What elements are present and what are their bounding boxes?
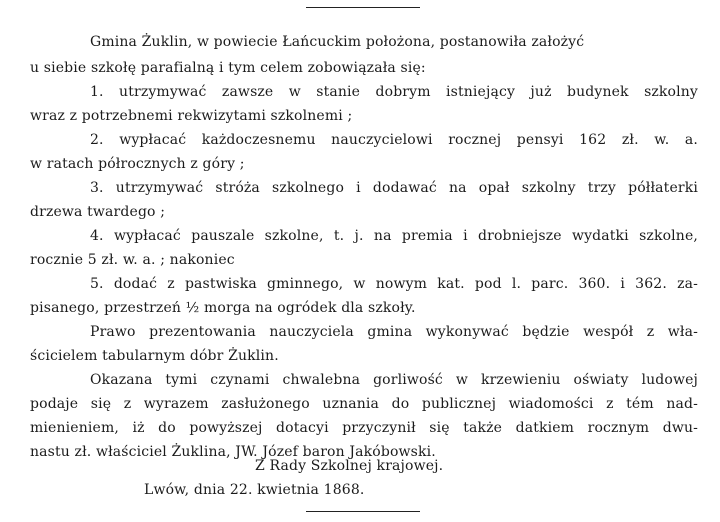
signature-place-date: Lwów, dnia 22. kwietnia 1868. — [144, 482, 365, 498]
paragraph-praise-line-1: Okazana tymi czynami chwalebna gorliwość w krzewieniu oświaty ludowej — [90, 372, 698, 388]
paragraph-intro-line-1: Gmina Żuklin, w powiecie Łańcuckim położona, postanowiła założyć — [90, 34, 585, 50]
paragraph-patronage-line-2: ścicielem tabularnym dóbr Żuklin. — [30, 348, 279, 364]
item-2-line-1: 2. wypłacać każdoczesnemu nauczycielowi rocznej pensyi 162 zł. w. a. — [90, 132, 698, 148]
signature-authority: Z Rady Szkolnej krajowej. — [255, 458, 444, 474]
paragraph-intro-line-2: u siebie szkołę parafialną i tym celem zobowiązała się: — [30, 60, 426, 76]
item-3-line-2: drzewa twardego ; — [30, 204, 166, 220]
bottom-divider-rule — [306, 511, 420, 512]
item-4-line-2: rocznie 5 zł. w. a. ; nakoniec — [30, 252, 235, 268]
paragraph-patronage-line-1: Prawo prezentowania nauczyciela gmina wykonywać będzie wespół z wła- — [90, 324, 698, 340]
paragraph-praise-line-4: nastu zł. właściciel Żuklina, JW. Józef baron Jakóbowski. — [30, 444, 436, 460]
item-1-line-1: 1. utrzymywać zawsze w stanie dobrym istniejący już budynek szkolny — [90, 84, 698, 100]
paragraph-praise-line-3: mienieniem, iż do powyższej dotacyi przyczynił się także datkiem rocznym dwu- — [30, 420, 698, 436]
item-4-line-1: 4. wypłacać pauszale szkolne, t. j. na premia i drobniejsze wydatki szkolne, — [90, 228, 698, 244]
item-1-line-2: wraz z potrzebnemi rekwizytami szkolnemi ; — [30, 108, 353, 124]
item-5-line-2: pisanego, przestrzeń ½ morga na ogródek dla szkoły. — [30, 300, 416, 316]
item-5-line-1: 5. dodać z pastwiska gminnego, w nowym kat. pod l. parc. 360. i 362. za- — [90, 276, 698, 292]
item-3-line-1: 3. utrzymywać stróża szkolnego i dodawać na opał szkolny trzy półłaterki — [90, 180, 698, 196]
top-divider-rule — [306, 7, 420, 8]
paragraph-praise-line-2: podaje się z wyrazem zasłużonego uznania do publicznej wiadomości z tém nad- — [30, 396, 698, 412]
item-2-line-2: w ratach półrocznych z góry ; — [30, 156, 245, 172]
